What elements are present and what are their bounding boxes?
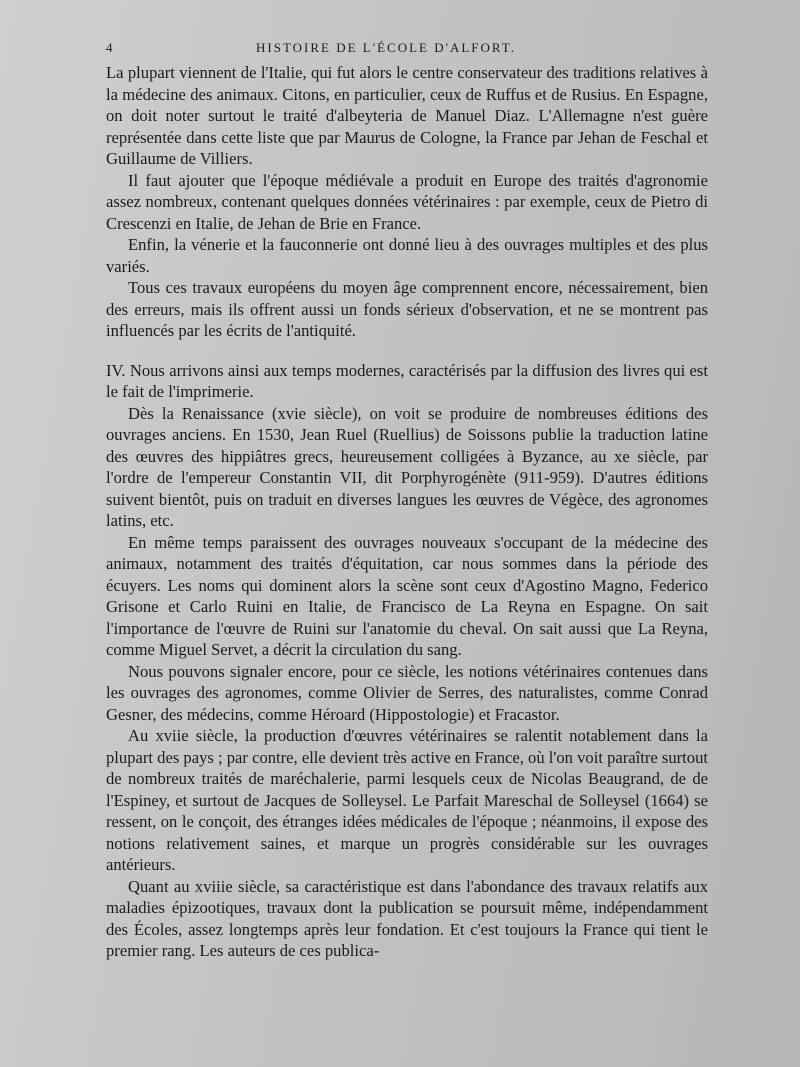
page-header <box>106 34 708 62</box>
section-paragraph: IV. Nous arrivons ainsi aux temps modernes, caractérisés par la diffusion des livres qui est le fait de l'imprimerie. <box>106 360 708 401</box>
paragraph: Dès la Renaissance (xvie siècle), on voit se produire de nombreuses éditions des ouvrages anciens. En 1530, Jean Ruel (Ruellius) de Soissons publie la traduction latine des œuvres des hippiâtres grecs, heureusement colligées à Byzance, au xe siècle, par l'ordre de l'empereur Constantin VII, dit Porphyrogénète (911-959). D'autres éditions suivent bientôt, puis on traduit en diverses langues les œuvres de Végèce, des agronomes latins, etc. <box>106 403 708 530</box>
paragraph: Au xviie siècle, la production d'œuvres vétérinaires se ralentit notablement dans la plupart des pays ; par contre, elle devient très active en France, où l'on voit paraître surtout de nombreux traités de maréchalerie, parmi lesquels ceux de Nicolas Beaugrand, de de l'Espiney, et surtout de Jacques de Solleysel. Le Parfait Mareschal de Solleysel (1664) se ressent, on le conçoit, des étranges idées médicales de l'époque ; néanmoins, il expose des notions relativement saines, et marque un progrès considérable sur les ouvrages antérieurs. <box>106 726 709 874</box>
paragraph: Nous pouvons signaler encore, pour ce siècle, les notions vétérinaires contenues dans les ouvrages des agronomes, comme Olivier de Serres, des naturalistes, comme Conrad Gesner, des médecins, comme Héroard (Hippostologie) et Fracastor. <box>106 661 708 724</box>
body-text <box>106 62 708 962</box>
paragraph: En même temps paraissent des ouvrages nouveaux s'occupant de la médecine des animaux, notamment des traités d'équitation, car nous sommes dans la période des écuyers. Les noms qui dominent alors la scène sont ceux d'Agostino Magno, Federico Grisone et Carlo Ruini en Italie, de Francisco de La Reyna en Espagne. On sait l'importance de l'œuvre de Ruini sur l'anatomie du cheval. On sait aussi que La Reyna, comme Miguel Servet, a décrit la circulation du sang. <box>106 532 708 659</box>
paragraph: Il faut ajouter que l'époque médiévale a produit en Europe des traités d'agronomie assez nombreux, contenant quelques données vétérinaires : par exemple, ceux de Pietro di Crescenzi en Italie, de Jehan de Brie en France. <box>106 170 708 233</box>
paragraph: La plupart viennent de l'Italie, qui fut alors le centre conservateur des traditions relatives à la médecine des animaux. Citons, en particulier, ceux de Ruffus et de Rusius. En Espagne, on doit noter surtout le traité d'albeyteria de Manuel Diaz. L'Allemagne n'est guère représentée dans cette liste que par Maurus de Cologne, la France par Jehan de Feschal et Guillaume de Villiers. <box>106 63 708 168</box>
running-title: HISTOIRE DE L'ÉCOLE D'ALFORT. <box>256 40 517 55</box>
page-number: 4 <box>106 40 115 55</box>
paragraph: Tous ces travaux européens du moyen âge comprennent encore, nécessairement, bien des erreurs, mais ils offrent aussi un fonds sérieux d'observation, et ne se montrent pas influencés par les écrits de l'antiquité. <box>106 278 708 340</box>
paragraph: Enfin, la vénerie et la fauconnerie ont donné lieu à des ouvrages multiples et des plus variés. <box>106 235 708 276</box>
paragraph: Quant au xviiie siècle, sa caractéristique est dans l'abondance des travaux relatifs aux maladies épizootiques, travaux dont la publication se poursuit même, indépendamment des Écoles, assez longtemps après leur fondation. Et c'est toujours la France qui tient le premier rang. Les auteurs de ces publica- <box>106 876 708 960</box>
